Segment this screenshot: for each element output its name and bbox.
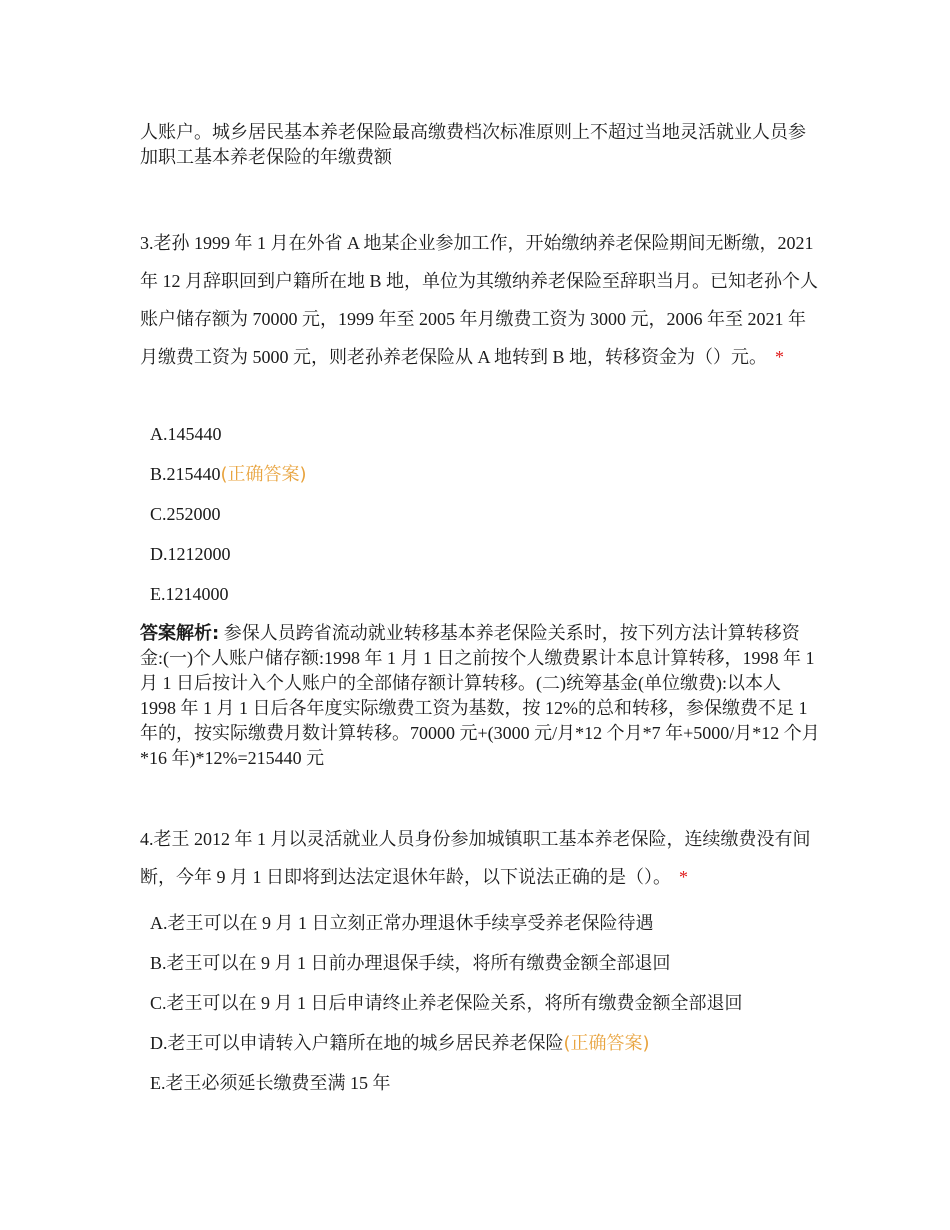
option-3-a[interactable] [150,414,820,454]
option-3-c[interactable] [150,494,820,534]
option-label: C.252000 [150,504,221,524]
option-label: D.1212000 [150,544,231,564]
previous-explanation-continuation: 人账户。城乡居民基本养老保险最高缴费档次标准原则上不超过当地灵活就业人员参加职工基本养老保险的年缴费额 [140,122,806,168]
question-3-text: 3.老孙 1999 年 1 月在外省 A 地某企业参加工作，开始缴纳养老保险期间无断缴，2021 年 12 月辞职回到户籍所在地 B 地，单位为其缴纳养老保险至辞职当月。已知老孙个人账户储存额为 70000 元，1999 年至 2005 年月缴费工资为 3000 元，2006 年至 2021 年月缴费工资为 5000 元，则老孙养老保险从 A 地转到 B 地，转移资金为（）元。 [140,233,819,367]
option-label: E.老王必须延长缴费至满 15 年 [150,1073,391,1093]
required-asterisk: * [775,347,785,367]
option-label: A.老王可以在 9 月 1 日立刻正常办理退休手续享受养老保险待遇 [150,913,654,933]
option-4-d[interactable] [150,1023,820,1063]
option-4-e[interactable] [150,1063,820,1103]
option-label: C.老王可以在 9 月 1 日后申请终止养老保险关系，将所有缴费金额全部退回 [150,993,743,1013]
required-asterisk: * [679,867,688,887]
question-4-options [150,903,820,1103]
option-label: D.老王可以申请转入户籍所在地的城乡居民养老保险 [150,1033,564,1053]
question-3-stem [140,224,820,376]
option-4-b[interactable] [150,943,820,983]
option-label: A.145440 [150,424,222,444]
option-3-d[interactable] [150,534,820,574]
correct-answer-tag: (正确答案) [220,464,307,485]
option-4-c[interactable] [150,983,820,1023]
option-4-a[interactable] [150,903,820,943]
explanation-label: 答案解析: [140,623,220,644]
option-label: B.215440 [150,464,221,484]
question-4-stem [140,820,820,896]
option-3-b[interactable] [150,454,820,494]
correct-answer-tag: (正确答案) [563,1033,650,1054]
question-4-text: 4.老王 2012 年 1 月以灵活就业人员身份参加城镇职工基本养老保险，连续缴费没有间断，今年 9 月 1 日即将到达法定退休年龄，以下说法正确的是（）。 [140,829,811,887]
option-3-e[interactable] [150,574,820,614]
explanation-text: 参保人员跨省流动就业转移基本养老保险关系时，按下列方法计算转移资金:(一)个人账户储存额:1998 年 1 月 1 日之前按个人缴费累计本息计算转移，1998 年 1 月 1 日后按计入个人账户的全部储存额计算转移。(二)统筹基金(单位缴费):以本人 1998 年 1 月 1 日后各年度实际缴费工资为基数，按 12%的总和转移，参保缴费不足 1 年的，按实际缴费月数计算转移。70000 元+(3000 元/月*12 个月*7 年+5000/月*12 个月*16 年)*12%=215440 元 [140,623,820,768]
question-3-options [150,414,820,614]
question-3-explanation [140,621,820,771]
option-label: B.老王可以在 9 月 1 日前办理退保手续，将所有缴费金额全部退回 [150,953,671,973]
option-label: E.1214000 [150,584,229,604]
